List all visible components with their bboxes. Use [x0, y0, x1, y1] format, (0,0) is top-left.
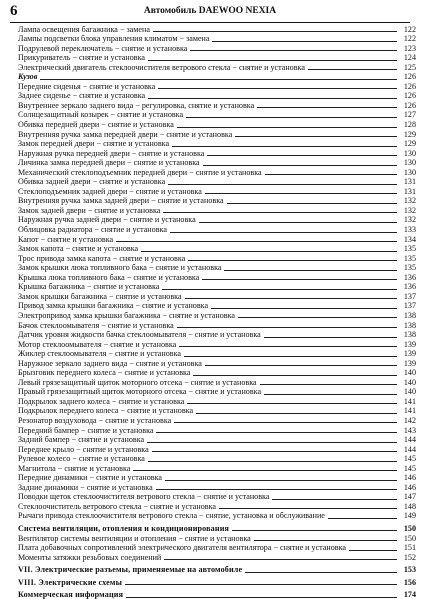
- toc-entry-title: Рычаги привода стеклоочистителя ветрового стекла − снятие, установка и обслуживание: [18, 511, 325, 521]
- toc-entry-page: 144: [403, 444, 416, 454]
- leader-line: [186, 117, 397, 118]
- leader-line: [177, 127, 397, 128]
- leader-line: [260, 384, 397, 385]
- toc-entry-page: 151: [403, 543, 416, 553]
- toc-section-heading: [18, 590, 416, 599]
- leader-line: [185, 298, 397, 299]
- toc-entry-title: Электрический двигатель стеклоочистителя ветрового стекла − снятие и установка: [18, 62, 305, 72]
- toc-entry-title: Крышка люка топливного бака − снятие и установка: [18, 272, 200, 282]
- toc-entry-title: Поводки щеток стеклоочистителя ветрового стекла − снятие и установка: [18, 492, 270, 502]
- toc-entry: [18, 234, 416, 244]
- toc-entry: [18, 387, 416, 397]
- toc-entry: [18, 482, 416, 492]
- toc-entry-page: 122: [403, 34, 416, 44]
- toc-entry-title: Рулевое колесо − снятие и установка: [18, 454, 145, 464]
- leader-line: [188, 260, 397, 261]
- leader-line: [265, 174, 397, 175]
- toc-entry: [18, 110, 416, 120]
- leader-line: [153, 31, 397, 32]
- toc-entry-page: 148: [403, 501, 416, 511]
- leader-line: [162, 289, 397, 290]
- toc-entry-title: Лампы подсветки блока управления климатом − замена: [18, 34, 210, 44]
- toc-entry-page: 135: [403, 253, 416, 263]
- toc-entry-page: 137: [403, 291, 416, 301]
- toc-entry-page: 146: [403, 482, 416, 492]
- leader-line: [349, 550, 397, 551]
- leader-line: [148, 60, 397, 61]
- leader-line: [203, 165, 397, 166]
- toc-entry-page: 150: [403, 523, 416, 533]
- toc-entry-title: Замок задней двери − снятие и установка: [18, 205, 161, 215]
- toc-entry-page: 134: [403, 234, 416, 244]
- toc-entry: [18, 415, 416, 425]
- leader-line: [172, 146, 397, 147]
- toc-entry-title: Кузов: [18, 72, 38, 82]
- toc-entry-page: 146: [403, 473, 416, 483]
- toc-entry: [18, 543, 416, 553]
- leader-line: [125, 584, 397, 585]
- toc-entry-title: VIII. Электрические схемы: [18, 577, 123, 587]
- toc-entry-title: Лампа освещения багажника − замена: [18, 24, 150, 34]
- toc-entry-title: Резонатор воздуховода − снятие и установка: [18, 415, 172, 425]
- toc-entry: [18, 215, 416, 225]
- toc-entry: [18, 406, 416, 416]
- toc-entry: [18, 91, 416, 101]
- toc-entry-title: Бачок стеклоомывателя − снятие и установка: [18, 320, 174, 330]
- toc-entry: [18, 24, 416, 34]
- toc-entry-page: 126: [403, 72, 416, 82]
- toc-entry-title: Обивка задней двери − снятие и установка: [18, 177, 166, 187]
- toc-entry: [18, 139, 416, 149]
- leader-line: [156, 432, 397, 433]
- toc-entry: [18, 224, 416, 234]
- toc-entry-title: Коммерческая информация: [18, 590, 124, 599]
- toc-entry: [18, 330, 416, 340]
- toc-entry: [18, 186, 416, 196]
- toc-entry-title: Внутренняя ручка замка задней двери − снятие и установка: [18, 196, 224, 206]
- toc-entry-title: Наружная ручка задней двери − снятие и установка: [18, 215, 196, 225]
- toc-entry-page: 142: [403, 415, 416, 425]
- leader-line: [126, 597, 397, 598]
- leader-line: [163, 212, 397, 213]
- toc-entry: [18, 158, 416, 168]
- toc-entry-title: Обивка передней двери − снятие и установка: [18, 120, 174, 130]
- leader-line: [174, 422, 397, 423]
- leader-line: [152, 451, 397, 452]
- toc-entry-title: Капот − снятие и установка: [18, 234, 114, 244]
- leader-line: [328, 518, 397, 519]
- toc-entry: [18, 368, 416, 378]
- toc-entry-title: Облицовка радиатора − снятие и установка: [18, 225, 167, 235]
- toc-entry: [18, 196, 416, 206]
- toc-entry-page: 138: [403, 310, 416, 320]
- leader-line: [235, 136, 397, 137]
- leader-line: [264, 337, 397, 338]
- toc-entry-page: 141: [403, 406, 416, 416]
- toc-entry-title: Подкрылок заднего колеса − снятие и установка: [18, 396, 185, 406]
- toc-entry-page: 139: [403, 358, 416, 368]
- toc-entry-title: Внутренняя ручка замка передней двери − снятие и установка: [18, 129, 233, 139]
- leader-line: [190, 50, 397, 51]
- toc-entry-title: Замок крышки люка топливного бака − снятие и установка: [18, 263, 222, 273]
- leader-line: [116, 241, 397, 242]
- leader-line: [40, 79, 397, 80]
- toc-entry-title: Правый грязезащитный щиток моторного отсека − снятие и установка: [18, 387, 262, 397]
- leader-line: [187, 403, 397, 404]
- toc-entry-page: 139: [403, 339, 416, 349]
- leader-line: [272, 499, 397, 500]
- toc-entry-page: 124: [403, 53, 416, 63]
- toc-entry-title: Передние сиденья − снятие и установка: [18, 81, 156, 91]
- toc-entry: [18, 396, 416, 406]
- toc-entry-page: 140: [403, 368, 416, 378]
- leader-line: [254, 540, 397, 541]
- toc-entry: [18, 244, 416, 254]
- toc-entry-page: 156: [403, 577, 416, 587]
- leader-line: [147, 442, 397, 443]
- toc-entry: [18, 43, 416, 53]
- toc-entry: [18, 444, 416, 454]
- leader-line: [177, 327, 397, 328]
- toc-entry: [18, 463, 416, 473]
- toc-entry-title: Мотор стеклоомывателя − снятие и установка: [18, 339, 177, 349]
- toc-entry: [18, 272, 416, 282]
- toc-entry-page: 140: [403, 377, 416, 387]
- toc-entry-title: Стеклоподъемник задней двери − снятие и установка: [18, 186, 202, 196]
- toc-entry-page: 138: [403, 330, 416, 340]
- toc-entry: [18, 282, 416, 292]
- page-number: 6: [10, 3, 18, 19]
- page-header: [10, 2, 410, 23]
- leader-line: [308, 69, 397, 70]
- toc-entry: [18, 205, 416, 215]
- toc-entry-title: Подрулевой переключатель − снятие и установка: [18, 43, 188, 53]
- toc-entry: [18, 339, 416, 349]
- toc-entry-page: 126: [403, 81, 416, 91]
- toc-entry-title: Брызговик переднего колеса − снятие и установка: [18, 368, 191, 378]
- leader-line: [212, 41, 397, 42]
- leader-line: [264, 394, 397, 395]
- toc-entry-title: Задний бампер − снятие и установка: [18, 435, 145, 445]
- leader-line: [193, 375, 397, 376]
- toc-entry: [18, 533, 416, 543]
- leader-line: [158, 88, 397, 89]
- toc-entry: [18, 310, 416, 320]
- toc-entry: [18, 492, 416, 502]
- toc-entry-page: 133: [403, 225, 416, 235]
- leader-line: [148, 98, 397, 99]
- leader-line: [232, 530, 397, 531]
- toc-entry: [18, 291, 416, 301]
- leader-line: [170, 232, 397, 233]
- toc-entry-page: 174: [403, 590, 416, 599]
- toc-entry-page: 129: [403, 139, 416, 149]
- leader-line: [207, 155, 397, 156]
- toc-entry: [18, 301, 416, 311]
- toc-entry-title: Задние динамики − снятие и установка: [18, 482, 153, 492]
- toc-entry-page: 130: [403, 167, 416, 177]
- leader-line: [205, 193, 397, 194]
- toc-entry-title: Переднее крыло − снятие и установка: [18, 444, 149, 454]
- toc-entry-page: 125: [403, 62, 416, 72]
- toc-entry-page: 123: [403, 43, 416, 53]
- leader-line: [164, 559, 397, 560]
- book-title: Автомобиль DAEWOO NEXIA: [143, 6, 277, 16]
- toc-entry: [18, 148, 416, 158]
- toc-entry-page: 129: [403, 129, 416, 139]
- toc-entry-page: 143: [403, 425, 416, 435]
- toc-entry-page: 130: [403, 148, 416, 158]
- toc-entry-title: Заднее сиденье − снятие и установка: [18, 91, 146, 101]
- toc-entry-title: Замок передней двери − снятие и установка: [18, 139, 170, 149]
- toc-entry-title: Стеклоочиститель ветрового стекла − снятие и установка: [18, 501, 216, 511]
- leader-line: [224, 270, 397, 271]
- leader-line: [165, 480, 397, 481]
- leader-line: [179, 346, 397, 347]
- toc-entry-page: 144: [403, 435, 416, 445]
- toc-entry: [18, 349, 416, 359]
- toc-entry-page: 126: [403, 91, 416, 101]
- toc-entry: [18, 435, 416, 445]
- toc-entry: [18, 167, 416, 177]
- toc-entry-title: Передний бампер − снятие и установка: [18, 425, 154, 435]
- toc-entry: [18, 358, 416, 368]
- toc-entry: [18, 263, 416, 273]
- toc-entry-page: 136: [403, 282, 416, 292]
- toc-entry-title: Трос привода замка капота − снятие и установка: [18, 253, 186, 263]
- toc-entry-title: Жиклер стеклоомывателя − снятие и установка: [18, 349, 181, 359]
- toc-entry-title: Электропривод замка крышки багажника − снятие и установка: [18, 310, 235, 320]
- toc-entry-page: 132: [403, 196, 416, 206]
- toc-entry: [18, 473, 416, 483]
- toc-entry: [18, 320, 416, 330]
- toc-entry-title: Внутреннее зеркало заднего вида − регулировка, снятие и установка: [18, 100, 255, 110]
- toc-entry-title: Магнитола − снятие и установка: [18, 463, 131, 473]
- toc-entry-title: Солнцезащитный козырек − снятие и установка: [18, 110, 184, 120]
- toc-entry-page: 152: [403, 552, 416, 562]
- toc-entry-page: 136: [403, 272, 416, 282]
- toc-entry: [18, 53, 416, 63]
- toc-entry-title: Наружное зеркало заднего вида − снятие и установка: [18, 358, 202, 368]
- toc-entry-page: 138: [403, 320, 416, 330]
- toc-entry: [18, 511, 416, 521]
- toc-entry-title: VII. Электрические разъемы, применяемые на автомобиле: [18, 565, 243, 575]
- toc-entry-page: 145: [403, 463, 416, 473]
- toc-entry: [18, 377, 416, 387]
- leader-line: [219, 508, 397, 509]
- leader-line: [199, 222, 397, 223]
- toc-entry-title: Плата добавочных сопротивлений электрического двигателя вентилятора − снятие и установка: [18, 543, 347, 553]
- toc-entry-page: 153: [403, 565, 416, 575]
- toc-entry-title: Прикуриватель − снятие и установка: [18, 53, 145, 63]
- toc-entry-page: 131: [403, 177, 416, 187]
- leader-line: [141, 251, 397, 252]
- toc-entry-title: Личинка замка передней двери − снятие и установка: [18, 158, 200, 168]
- toc-entry: [18, 552, 416, 562]
- leader-line: [202, 279, 397, 280]
- leader-line: [133, 470, 397, 471]
- toc-entry-title: Передние динамики − снятие и установка: [18, 473, 163, 483]
- toc-entry-page: 130: [403, 158, 416, 168]
- leader-line: [156, 489, 397, 490]
- table-of-contents: [18, 24, 416, 599]
- leader-line: [168, 184, 397, 185]
- toc-entry-title: Механический стеклоподъемник передней двери − снятие и установка: [18, 167, 262, 177]
- toc-entry-page: 131: [403, 186, 416, 196]
- toc-entry: [18, 454, 416, 464]
- toc-entry-page: 132: [403, 205, 416, 215]
- toc-section-heading: [18, 577, 416, 587]
- toc-entry-page: 140: [403, 387, 416, 397]
- leader-line: [245, 572, 397, 573]
- toc-entry-page: 141: [403, 396, 416, 406]
- toc-entry: [18, 129, 416, 139]
- toc-entry: [18, 501, 416, 511]
- toc-entry-title: Вентилятор системы вентиляции и отопления − снятие и установка: [18, 533, 251, 543]
- toc-section-heading: [18, 72, 416, 82]
- toc-entry: [18, 100, 416, 110]
- toc-entry-page: 150: [403, 533, 416, 543]
- toc-section-heading: [18, 523, 416, 533]
- toc-entry: [18, 62, 416, 72]
- leader-line: [184, 356, 397, 357]
- toc-entry-page: 122: [403, 24, 416, 34]
- toc-entry-page: 128: [403, 120, 416, 130]
- toc-entry-title: Подкрылок переднего колеса − снятие и установка: [18, 406, 194, 416]
- toc-entry-page: 135: [403, 263, 416, 273]
- toc-entry: [18, 177, 416, 187]
- toc-entry: [18, 253, 416, 263]
- toc-entry-title: Моменты затяжки резьбовых соединений: [18, 552, 162, 562]
- toc-entry-title: Система вентиляции, отопления и кондиционирования: [18, 523, 230, 533]
- toc-section-heading: [18, 565, 416, 575]
- toc-entry-title: Замок капота − снятие и установка: [18, 244, 139, 254]
- toc-entry: [18, 119, 416, 129]
- toc-entry-title: Левый грязезащитный щиток моторного отсека − снятие и установка: [18, 377, 257, 387]
- leader-line: [257, 107, 397, 108]
- toc-entry-title: Замок крышки багажника − снятие и установка: [18, 291, 182, 301]
- toc-entry-title: Привод замка крышки багажника − снятие и установка: [18, 301, 209, 311]
- toc-entry-page: 145: [403, 454, 416, 464]
- leader-line: [238, 317, 397, 318]
- toc-entry-page: 149: [403, 511, 416, 521]
- leader-line: [148, 461, 397, 462]
- toc-entry-title: Датчик уровня жидкости бачка стеклоомывателя − снятие и установка: [18, 330, 261, 340]
- toc-entry-page: 137: [403, 301, 416, 311]
- toc-entry-title: Наружная ручка передней двери − снятие и установка: [18, 148, 205, 158]
- leader-line: [211, 308, 397, 309]
- toc-entry-page: 126: [403, 100, 416, 110]
- toc-entry-page: 147: [403, 492, 416, 502]
- toc-entry: [18, 425, 416, 435]
- leader-line: [196, 413, 397, 414]
- leader-line: [227, 203, 397, 204]
- leader-line: [205, 365, 397, 366]
- toc-entry-title: Крышка багажника − снятие и установка: [18, 282, 160, 292]
- toc-entry: [18, 34, 416, 44]
- toc-entry: [18, 81, 416, 91]
- toc-entry-page: 132: [403, 215, 416, 225]
- toc-entry-page: 135: [403, 244, 416, 254]
- toc-entry-page: 139: [403, 349, 416, 359]
- toc-entry-page: 127: [403, 110, 416, 120]
